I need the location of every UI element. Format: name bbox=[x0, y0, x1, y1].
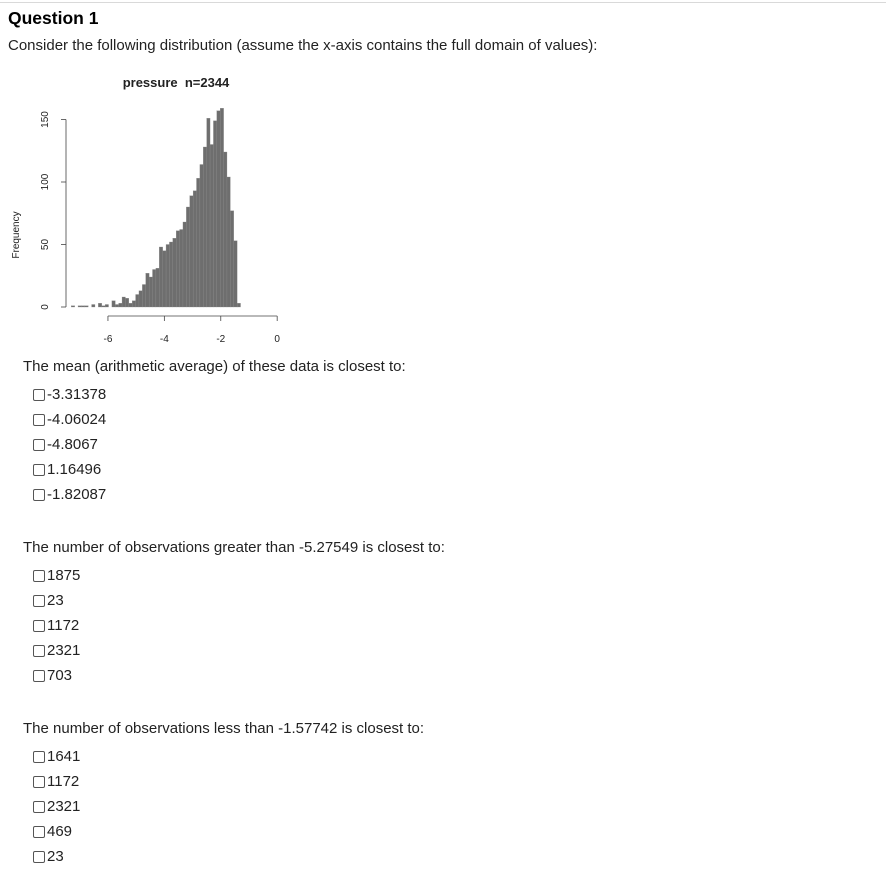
histogram-bar bbox=[163, 251, 166, 307]
option-greater-5[interactable] bbox=[33, 663, 445, 688]
histogram-bar bbox=[102, 306, 105, 307]
histogram-bar bbox=[112, 301, 115, 307]
histogram-bar bbox=[217, 111, 220, 307]
option-label: -3.31378 bbox=[47, 386, 107, 403]
checkbox[interactable] bbox=[33, 826, 45, 838]
option-greater-3[interactable] bbox=[33, 613, 445, 638]
histogram-bar bbox=[237, 303, 240, 307]
checkbox[interactable] bbox=[33, 851, 45, 863]
histogram-bar bbox=[78, 306, 81, 307]
checkbox[interactable] bbox=[33, 751, 45, 763]
checkbox[interactable] bbox=[33, 439, 45, 451]
option-label: 469 bbox=[47, 823, 73, 840]
x-axis bbox=[103, 316, 280, 345]
histogram-bar bbox=[98, 303, 101, 307]
histogram-bar bbox=[207, 118, 210, 307]
checkbox[interactable] bbox=[33, 489, 45, 501]
histogram-bar bbox=[142, 285, 145, 308]
checkbox[interactable] bbox=[33, 464, 45, 476]
checkbox[interactable] bbox=[33, 570, 45, 582]
question-mean bbox=[23, 358, 406, 507]
x-tick-label: -4 bbox=[159, 334, 169, 345]
option-mean-1[interactable] bbox=[33, 382, 406, 407]
histogram-bar bbox=[176, 231, 179, 307]
option-greater-4[interactable] bbox=[33, 638, 445, 663]
checkbox[interactable] bbox=[33, 389, 45, 401]
histogram-bar bbox=[186, 207, 189, 307]
histogram-bar bbox=[173, 238, 176, 307]
histogram-bar bbox=[190, 196, 193, 307]
histogram-bar bbox=[203, 147, 206, 307]
histogram-bar bbox=[115, 305, 118, 308]
histogram-bar bbox=[159, 247, 162, 307]
question-intro: Consider the following distribution (assume the x-axis contains the full domain of values): bbox=[8, 37, 598, 54]
histogram-bar bbox=[149, 277, 152, 307]
option-label: 1172 bbox=[47, 773, 80, 790]
histogram-bar bbox=[119, 303, 122, 307]
y-tick-label: 100 bbox=[40, 173, 51, 191]
histogram-bar bbox=[227, 177, 230, 307]
histogram-bar bbox=[125, 298, 128, 307]
histogram-bar bbox=[200, 165, 203, 308]
option-mean-2[interactable] bbox=[33, 407, 406, 432]
histogram-bar bbox=[169, 242, 172, 307]
histogram-bar bbox=[71, 306, 74, 307]
histogram-chart bbox=[0, 60, 300, 350]
question-prompt: The number of observations greater than -5.27549 is closest to: bbox=[23, 539, 445, 556]
question-title: Question 1 bbox=[8, 8, 99, 28]
histogram-bar bbox=[105, 305, 108, 308]
option-label: 2321 bbox=[47, 642, 81, 659]
option-label: 23 bbox=[47, 592, 64, 609]
option-label: 1875 bbox=[47, 567, 81, 584]
histogram-bar bbox=[146, 273, 149, 307]
x-tick-label: -6 bbox=[103, 334, 113, 345]
option-mean-5[interactable] bbox=[33, 482, 406, 507]
option-mean-3[interactable] bbox=[33, 432, 406, 457]
x-tick-label: -2 bbox=[216, 334, 226, 345]
histogram-bar bbox=[81, 306, 84, 307]
histogram-bar bbox=[139, 291, 142, 307]
histogram-bar bbox=[136, 295, 139, 308]
question-prompt: The number of observations less than -1.57742 is closest to: bbox=[23, 720, 425, 737]
option-less-3[interactable] bbox=[33, 794, 424, 819]
question-less-than bbox=[23, 720, 424, 869]
histogram-bar bbox=[92, 305, 95, 308]
option-less-4[interactable] bbox=[33, 819, 424, 844]
question-prompt: The mean (arithmetic average) of these data is closest to: bbox=[23, 358, 406, 375]
histogram-bars bbox=[71, 108, 240, 307]
question-greater-than bbox=[23, 539, 445, 688]
histogram-bar bbox=[166, 245, 169, 308]
option-label: -1.82087 bbox=[47, 486, 107, 503]
option-label: 1.16496 bbox=[47, 461, 102, 478]
y-tick-label: 50 bbox=[40, 238, 51, 251]
histogram-bar bbox=[210, 145, 213, 308]
histogram-bar bbox=[122, 297, 125, 307]
option-mean-4[interactable] bbox=[33, 457, 406, 482]
histogram-bar bbox=[234, 241, 237, 307]
histogram-bar bbox=[180, 230, 183, 308]
histogram-bar bbox=[129, 303, 132, 307]
chart-title: pressure n=2344 bbox=[122, 75, 230, 90]
option-label: 1641 bbox=[47, 748, 81, 765]
checkbox[interactable] bbox=[33, 595, 45, 607]
histogram-bar bbox=[153, 270, 156, 308]
y-axis-label: Frequency bbox=[11, 211, 22, 259]
checkbox[interactable] bbox=[33, 414, 45, 426]
option-less-1[interactable] bbox=[33, 744, 424, 769]
option-greater-2[interactable] bbox=[33, 588, 445, 613]
option-label: 23 bbox=[47, 848, 64, 865]
histogram-bar bbox=[230, 211, 233, 307]
histogram-bar bbox=[224, 152, 227, 307]
histogram-bar bbox=[132, 301, 135, 307]
checkbox[interactable] bbox=[33, 776, 45, 788]
histogram-bar bbox=[85, 306, 88, 307]
histogram-bar bbox=[213, 121, 216, 307]
checkbox[interactable] bbox=[33, 801, 45, 813]
option-greater-1[interactable] bbox=[33, 563, 445, 588]
x-tick-label: 0 bbox=[274, 334, 280, 345]
option-label: 703 bbox=[47, 667, 73, 684]
y-axis bbox=[40, 111, 66, 310]
y-tick-label: 150 bbox=[40, 111, 51, 128]
option-label: 1172 bbox=[47, 617, 80, 634]
checkbox[interactable] bbox=[33, 645, 45, 657]
top-divider bbox=[0, 2, 886, 3]
option-less-2[interactable] bbox=[33, 769, 424, 794]
y-tick-label: 0 bbox=[40, 304, 51, 310]
histogram-bar bbox=[193, 191, 196, 307]
histogram-bar bbox=[156, 268, 159, 307]
histogram-bar bbox=[220, 108, 223, 307]
option-label: -4.06024 bbox=[47, 411, 107, 428]
checkbox[interactable] bbox=[33, 620, 45, 632]
option-label: -4.8067 bbox=[47, 436, 98, 453]
checkbox[interactable] bbox=[33, 670, 45, 682]
option-less-5[interactable] bbox=[33, 844, 424, 869]
histogram-bar bbox=[183, 222, 186, 307]
histogram-bar bbox=[197, 178, 200, 307]
option-label: 2321 bbox=[47, 798, 81, 815]
